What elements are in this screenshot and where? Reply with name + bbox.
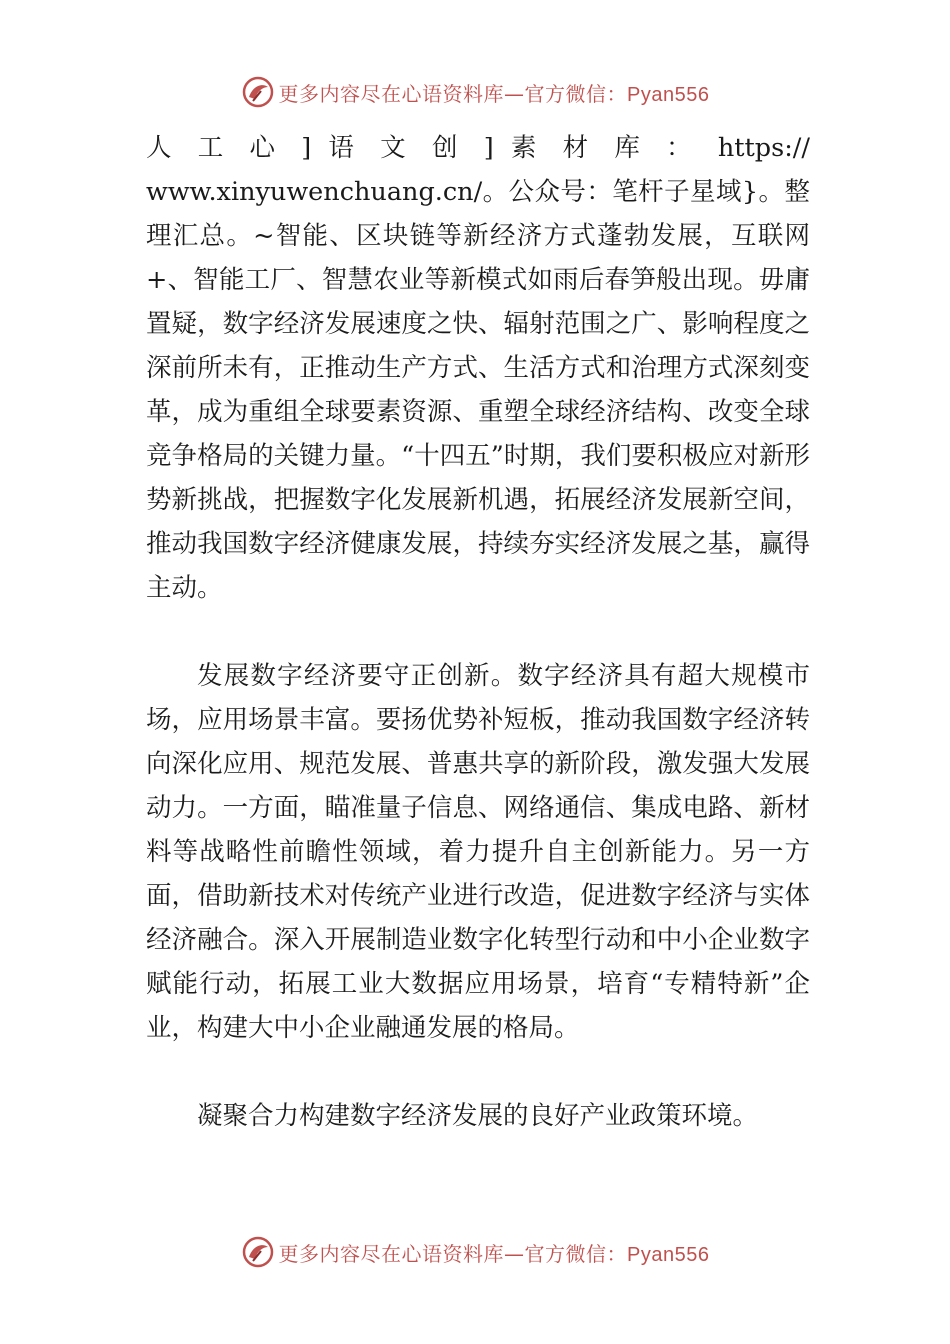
header-banner-text <box>279 78 710 107</box>
header-banner <box>0 72 950 112</box>
document-body <box>146 126 810 1138</box>
paragraph-3: 凝聚合力构建数字经济发展的良好产业政策环境。 <box>197 1101 759 1131</box>
paragraph-2: 发展数字经济要守正创新。数字经济具有超大规模市场，应用场景丰富。要扬优势补短板，推动我国数字经济转向深化应用、规范发展、普惠共享的新阶段，激发强大发展动力。一方面，瞄准量子信息、网络通信、集成电路、新材料等战略性前瞻性领域，着力提升自主创新能力。另一方面，借助新技术对传统产业进行改造，促进数字经济与实体经济融合。深入开展制造业数字化转型行动和中小企业数字赋能行动，拓展工业大数据应用场景，培育“专精特新”企业，构建大中小企业融通发展的格局。 <box>146 661 810 1043</box>
header-banner-label: 更多内容尽在心语资料库—官方微信： <box>278 81 628 106</box>
brand-logo-icon <box>241 75 275 109</box>
paragraph-1-text: www.xinyuwenchuang.cn/。公众号：笔杆子星域}。整理汇总。~智能、区块链等新经济方式蓬勃发展，互联网+、智能工厂、智慧农业等新模式如雨后春笋般出现。毋庸置疑，数字经济发展速度之快、辐射范围之广、影响程度之深前所未有，正推动生产方式、生活方式和治理方式深刻变革，成为重组全球要素资源、重塑全球经济结构、改变全球竞争格局的关键力量。“十四五”时期，我们要积极应对新形势新挑战，把握数字化发展新机遇，拓展经济发展新空间，推动我国数字经济健康发展，持续夯实经济发展之基，赢得主动。 <box>146 177 810 603</box>
footer-banner-label: 更多内容尽在心语资料库—官方微信： <box>278 1241 628 1266</box>
footer-banner-text <box>279 1238 710 1267</box>
paragraph-1-first-line: 人 工 心 ] 语 文 创 ] 素 材 库 ： https:// <box>146 133 810 163</box>
paragraph-1 <box>146 126 810 610</box>
paragraph-gap <box>146 1050 810 1094</box>
brand-logo-icon <box>241 1235 275 1269</box>
header-wechat-id: Pyan556 <box>627 83 710 106</box>
footer-wechat-id: Pyan556 <box>627 1243 710 1266</box>
footer-banner <box>0 1232 950 1272</box>
paragraph-gap <box>146 610 810 654</box>
